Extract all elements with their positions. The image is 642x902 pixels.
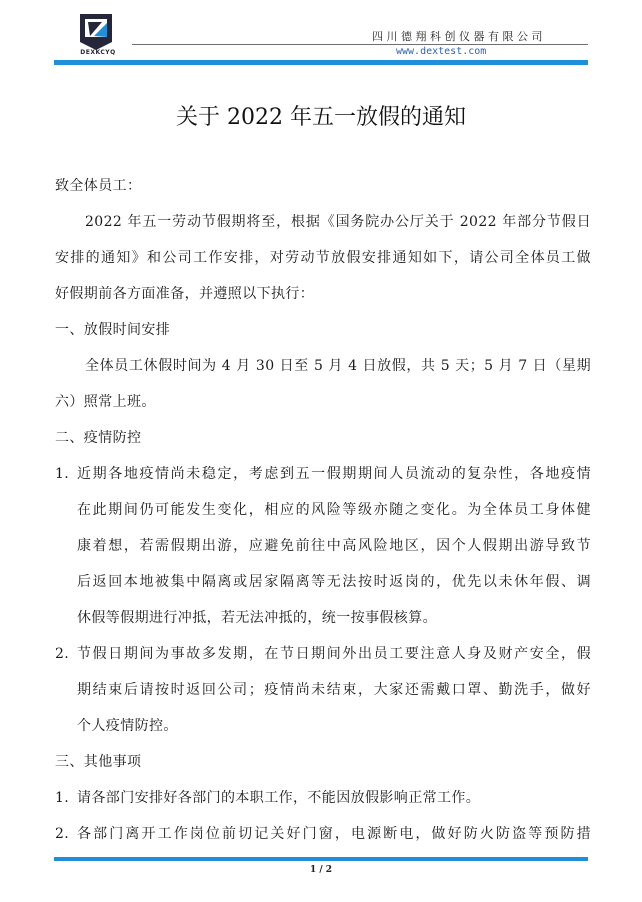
page-number: 1 / 2 (309, 865, 333, 875)
list-number: 2. (55, 646, 70, 662)
list-item (55, 636, 591, 744)
list-item (55, 816, 591, 852)
list-item-line: 各部门离开工作岗位前切记关好门窗，电源断电，做好防火防盗等预防措 (77, 826, 591, 842)
list-item-line: 在此期间仍可能发生变化，相应的风险等级亦随之变化。为全体员工身体健 (77, 502, 591, 518)
header-accent-bar (54, 60, 588, 65)
header-divider (132, 44, 588, 45)
section-heading-1: 一、放假时间安排 (55, 322, 171, 338)
list-item-line: 近期各地疫情尚未稳定，考虑到五一假期期间人员流动的复杂性，各地疫情 (77, 466, 591, 482)
list-item (55, 780, 591, 816)
list-item-line: 节假日期间为事故多发期，在节日期间外出员工要注意人身及财产安全，假 (77, 646, 591, 662)
sec1-line: 全体员工休假时间为 4 月 30 日至 5 月 4 日放假，共 5 天；5 月 7 日（星期 (85, 358, 591, 374)
document-body (55, 168, 591, 852)
list-item-line: 后返回本地被集中隔离或居家隔离等无法按时返岗的，优先以未休年假、调 (77, 574, 591, 590)
document-title: 关于 2022 年五一放假的通知 (176, 105, 466, 130)
list-number: 1. (55, 790, 70, 806)
section-heading-2: 二、疫情防控 (55, 430, 142, 446)
section-heading-3: 三、其他事项 (55, 754, 142, 770)
list-item-line: 请各部门安排好各部门的本职工作，不能因放假影响正常工作。 (77, 790, 481, 806)
list-number: 1. (55, 466, 70, 482)
company-name: 四川德翔科创仪器有限公司 (372, 30, 546, 43)
intro-line: 安排的通知》和公司工作安排，对劳动节放假安排通知如下，请公司全体员工做 (55, 250, 591, 266)
salutation: 致全体员工： (55, 178, 142, 194)
list-item-line: 康着想，若需假期出游，应避免前往中高风险地区，因个人假期出游导致节 (77, 538, 591, 554)
sec1-line: 六）照常上班。 (55, 394, 156, 410)
page-header (0, 0, 642, 72)
intro-line: 好假期前各方面准备，并遵照以下执行： (55, 286, 315, 302)
list-item-line: 期结束后请按时返回公司；疫情尚未结束，大家还需戴口罩、勤洗手，做好 (77, 682, 591, 698)
intro-line: 2022 年五一劳动节假期将至，根据《国务院办公厅关于 2022 年部分节假日 (85, 214, 591, 230)
list-item (55, 456, 591, 636)
footer-accent-bar (54, 857, 588, 861)
list-number: 2. (55, 826, 70, 842)
company-website-link[interactable]: www.dextest.com (396, 46, 487, 57)
logo-text: DEXKCYQ (80, 49, 116, 56)
company-logo-icon (76, 12, 116, 54)
list-item-line: 个人疫情防控。 (77, 718, 178, 734)
list-item-line: 休假等假期进行冲抵，若无法冲抵的，统一按事假核算。 (77, 610, 437, 626)
